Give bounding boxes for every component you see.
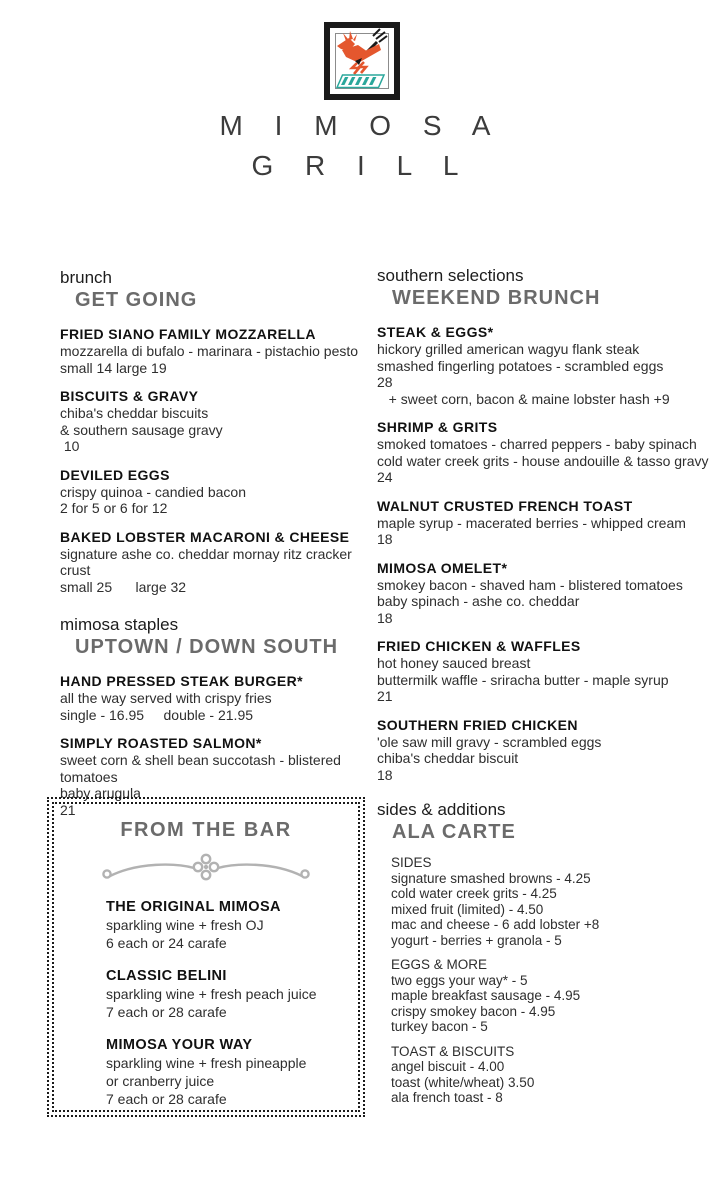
menu-item	[60, 529, 365, 596]
menu-item-title: STEAK & EGGS*	[377, 324, 494, 340]
menu-item-title: CLASSIC BELINI	[106, 968, 227, 984]
section-get-going	[60, 268, 365, 595]
menu-item-line: all the way served with crispy fries	[60, 690, 272, 706]
menu-item	[60, 388, 365, 455]
ala-carte-item: signature smashed browns - 4.25	[391, 870, 591, 886]
menu-item-line: or cranberry juice	[106, 1073, 215, 1089]
ala-carte-item: angel biscuit - 4.00	[391, 1059, 505, 1074]
brand-name-line1: M I M O S A	[219, 110, 503, 141]
flourish-divider-icon	[94, 850, 318, 884]
menu-item-line: 2 for 5 or 6 for 12	[60, 500, 168, 516]
ala-carte-group	[391, 855, 707, 948]
menu-item-line: crispy quinoa - candied bacon	[60, 483, 247, 500]
section-heading: WEEKEND BRUNCH	[392, 287, 601, 309]
ala-carte-item: yogurt - berries + granola - 5	[391, 932, 562, 948]
menu-item-line: 21	[60, 801, 76, 818]
section-eyebrow: brunch	[60, 268, 112, 287]
menu-item-title: FRIED SIANO FAMILY MOZZARELLA	[60, 326, 316, 342]
menu-item-line: smashed fingerling potatoes - scrambled eggs	[377, 357, 664, 374]
menu-item-title: WALNUT CRUSTED FRENCH TOAST	[377, 497, 633, 514]
menu-item-line: sparkling wine + fresh OJ	[106, 917, 264, 933]
menu-item-line: 10	[60, 438, 80, 454]
menu-item-line: 28	[377, 374, 393, 390]
brand-name-line2: G R I L L	[251, 150, 471, 181]
bar-items	[106, 898, 358, 1108]
menu-item	[106, 967, 358, 1021]
menu-item-title: SHRIMP & GRITS	[377, 419, 498, 435]
menu-item-title: SOUTHERN FRIED CHICKEN	[377, 716, 578, 733]
menu-item-title: THE ORIGINAL MIMOSA	[106, 899, 281, 915]
menu-item-line: cold water creek grits - house andouille & tasso gravy	[377, 452, 709, 469]
section-eyebrow: southern selections	[377, 266, 524, 285]
menu-item	[377, 638, 710, 705]
section-heading: ALA CARTE	[392, 821, 516, 843]
menu-item-line: 18	[377, 531, 393, 547]
menu-item-line: 18	[377, 766, 393, 783]
ala-carte-item: turkey bacon - 5	[391, 1019, 488, 1034]
mimosa-grill-logo	[324, 22, 400, 100]
menu-item-title: MIMOSA YOUR WAY	[106, 1037, 253, 1053]
menu-item-line: hickory grilled american wagyu flank steak	[377, 341, 640, 357]
menu-item-title: DEVILED EGGS	[60, 466, 170, 483]
menu-item-line: sparkling wine + fresh peach juice	[106, 986, 317, 1002]
menu-item-line: mozzarella di bufalo - marinara - pistachio pesto	[60, 343, 359, 359]
menu-item-line: baby arugula	[60, 785, 141, 801]
ala-carte-section	[377, 800, 707, 1115]
section-heading: GET GOING	[75, 289, 198, 311]
menu-item-line: sweet corn & shell bean succotash - blistered tomatoes	[60, 752, 345, 785]
menu-item-line: signature ashe co. cheddar mornay ritz cracker crust	[60, 545, 356, 578]
menu-item-line: small 14 large 19	[60, 359, 167, 376]
ala-carte-item: cold water creek grits - 4.25	[391, 886, 557, 901]
ala-carte-group	[391, 957, 707, 1035]
menu-item-line: smoked tomatoes - charred peppers - baby spinach	[377, 436, 697, 452]
roadrunner-fork-logo-icon	[324, 22, 400, 100]
menu-item-line: smokey bacon - shaved ham - blistered tomatoes	[377, 576, 683, 593]
bar-heading: FROM THE BAR	[120, 819, 292, 841]
menu-item-line: 'ole saw mill gravy - scrambled eggs	[377, 733, 602, 750]
menu-item	[377, 560, 710, 627]
menu-item-line: small 25 large 32	[60, 578, 187, 595]
menu-item-title: FRIED CHICKEN & WAFFLES	[377, 638, 581, 654]
ala-carte-groups	[391, 855, 707, 1106]
from-the-bar-box	[47, 797, 365, 1117]
section-eyebrow: mimosa staples	[60, 615, 179, 634]
menu-item-title: BISCUITS & GRAVY	[60, 388, 199, 404]
menu-item-line: single - 16.95 double - 21.95	[60, 706, 254, 723]
menu-item-title: HAND PRESSED STEAK BURGER*	[60, 673, 303, 689]
group-label: SIDES	[391, 855, 432, 870]
menu-item	[106, 898, 358, 952]
menu-item-line: 6 each or 24 carafe	[106, 935, 227, 951]
ala-carte-item: maple breakfast sausage - 4.95	[391, 988, 581, 1003]
section-uptown-down-south	[60, 615, 365, 818]
section-eyebrow: sides & additions	[377, 800, 506, 819]
menu-item-line: + sweet corn, bacon & maine lobster hash +9	[377, 390, 670, 407]
menu-item	[60, 673, 365, 723]
section-heading: UPTOWN / DOWN SOUTH	[75, 636, 339, 658]
brand-wordmark	[0, 110, 710, 182]
menu-item-line: sparkling wine + fresh pineapple	[106, 1055, 307, 1071]
menu-item-line: 7 each or 28 carafe	[106, 1004, 227, 1020]
ala-carte-item: toast (white/wheat) 3.50	[391, 1074, 535, 1090]
menu-item	[106, 1036, 358, 1108]
menu-item-line: buttermilk waffle - sriracha butter - maple syrup	[377, 671, 669, 688]
menu-item-title: BAKED LOBSTER MACARONI & CHEESE	[60, 528, 350, 545]
menu-item-line: 24	[377, 469, 393, 485]
menu-item-title: SIMPLY ROASTED SALMON*	[60, 735, 262, 751]
menu-item-line: baby spinach - ashe co. cheddar	[377, 593, 580, 609]
group-label: EGGS & MORE	[391, 957, 488, 972]
menu-item	[377, 419, 710, 486]
menu-item-line: 7 each or 28 carafe	[106, 1091, 227, 1107]
ala-carte-item: mac and cheese - 6 add lobster +8	[391, 917, 600, 932]
menu-item	[60, 467, 365, 517]
menu-item-line: chiba's cheddar biscuits	[60, 405, 209, 421]
menu-item	[377, 324, 710, 407]
ala-carte-item: mixed fruit (limited) - 4.50	[391, 901, 544, 917]
menu-item-line: hot honey sauced breast	[377, 655, 531, 671]
menu-item	[377, 498, 710, 548]
menu-item	[60, 326, 365, 376]
ala-carte-item: two eggs your way* - 5	[391, 972, 528, 988]
left-column	[60, 268, 365, 830]
group-label: TOAST & BISCUITS	[391, 1043, 515, 1059]
menu-item-line: & southern sausage gravy	[60, 421, 223, 438]
from-the-bar-inner	[52, 802, 360, 1112]
ala-carte-item: ala french toast - 8	[391, 1090, 503, 1105]
menu-item-line: 21	[377, 688, 393, 704]
ala-carte-group	[391, 1044, 707, 1106]
right-column	[377, 266, 710, 795]
menu-item-line: maple syrup - macerated berries - whipped cream	[377, 514, 686, 531]
ala-carte-item: crispy smokey bacon - 4.95	[391, 1003, 556, 1019]
menu-item	[377, 717, 710, 784]
menu-item-title: MIMOSA OMELET*	[377, 559, 508, 576]
menu-item-line: 18	[377, 609, 393, 626]
menu-item-line: chiba's cheddar biscuit	[377, 750, 519, 766]
